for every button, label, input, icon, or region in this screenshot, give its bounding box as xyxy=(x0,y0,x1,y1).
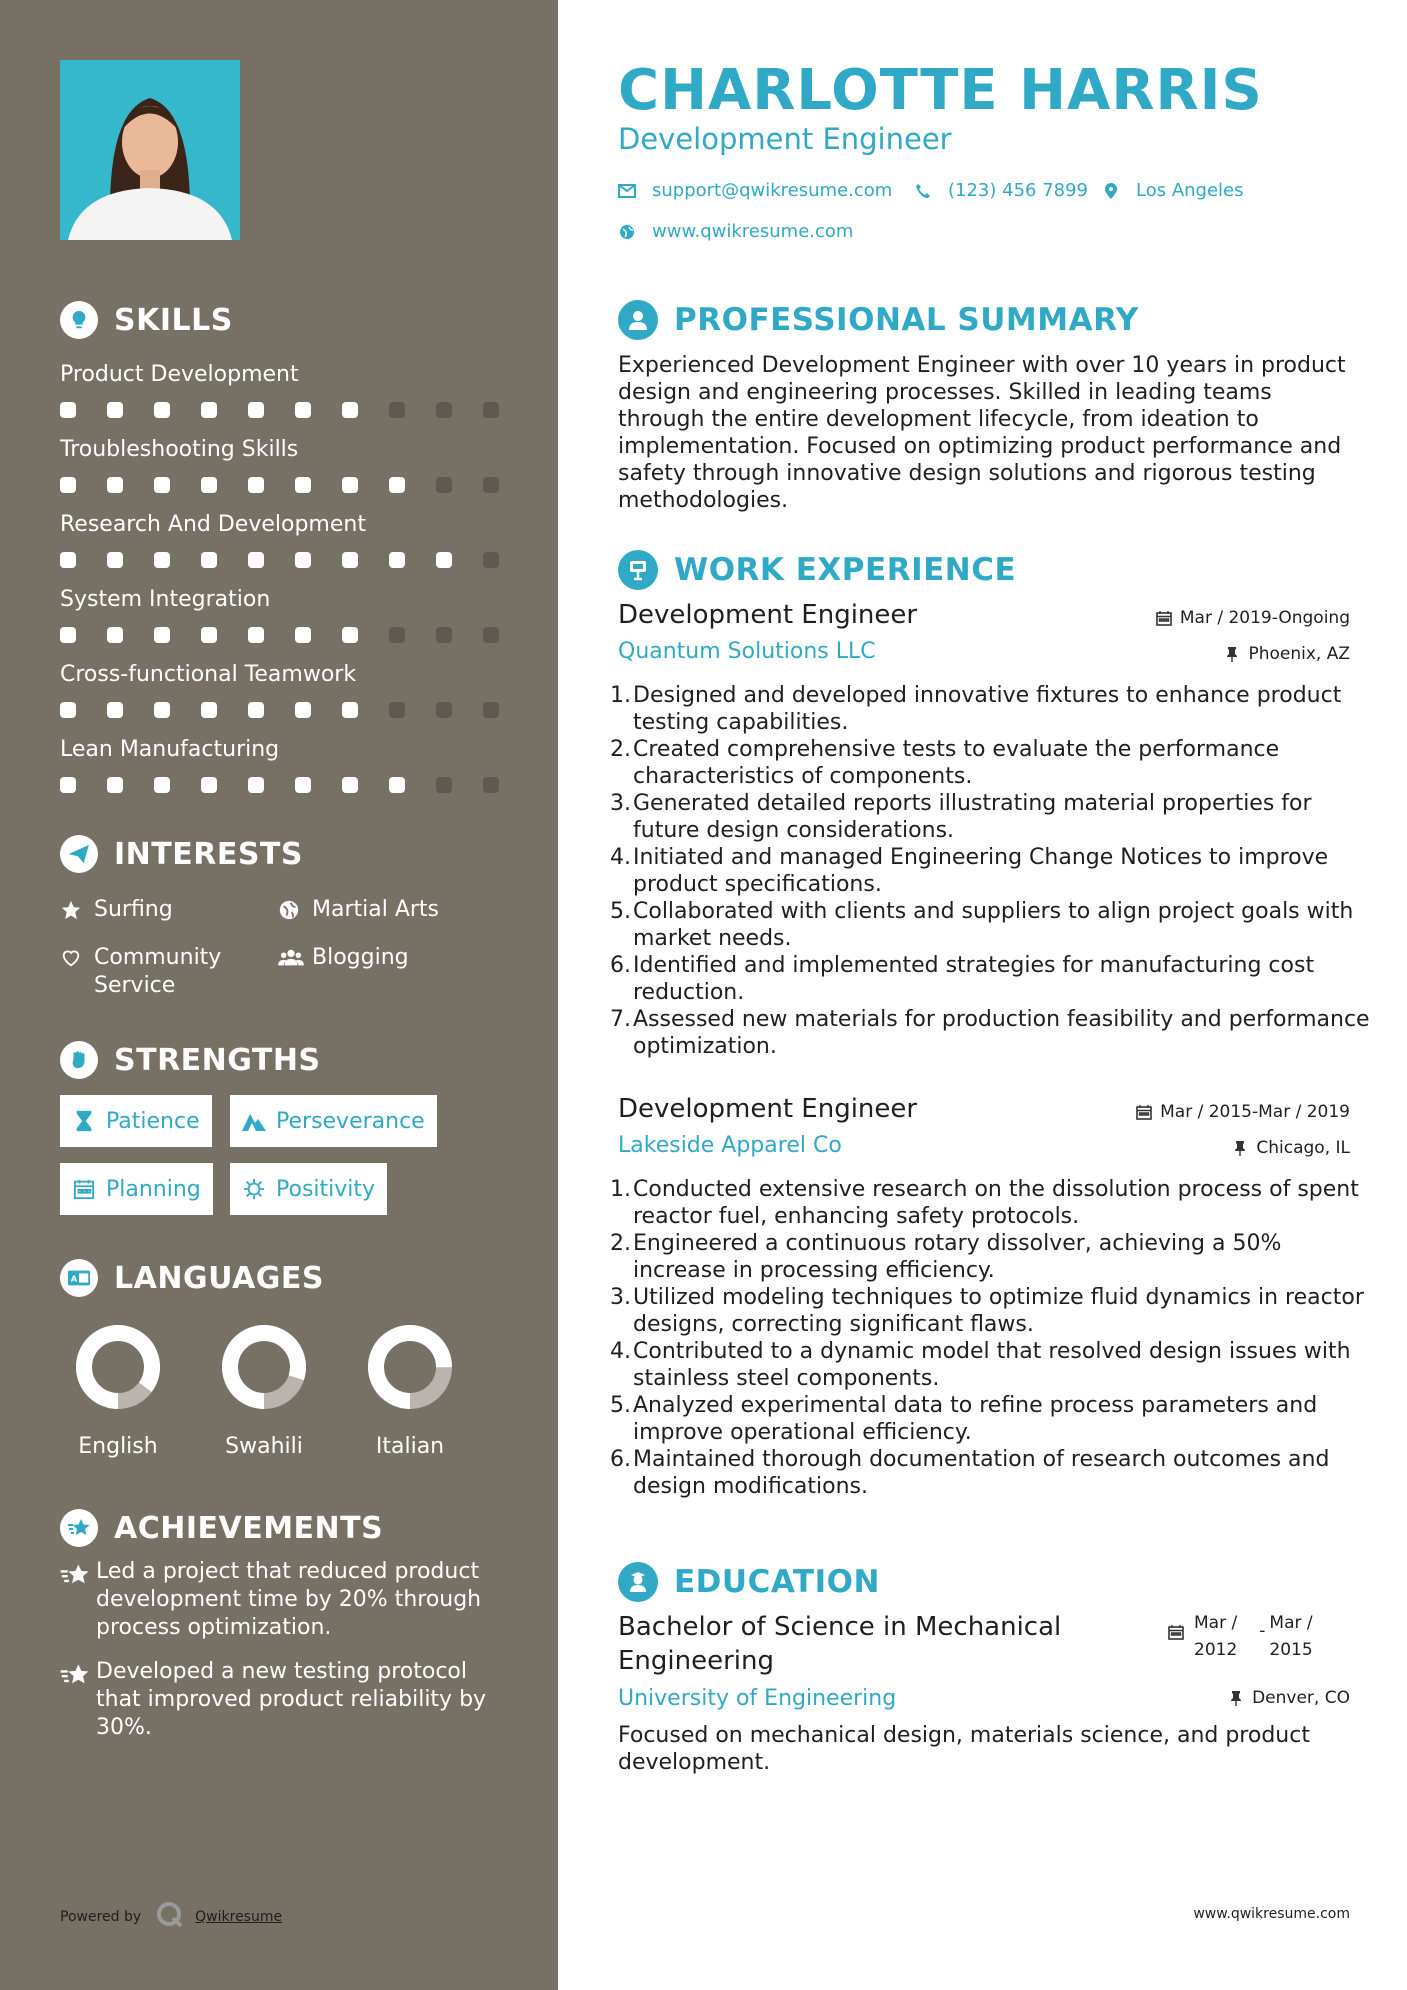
job-company: Quantum Solutions LLC xyxy=(618,639,876,664)
strength-badge xyxy=(60,1163,213,1215)
skill-dot-filled xyxy=(60,627,76,643)
skill-dot-filled xyxy=(154,702,170,718)
job-dates-text: Mar / 2019-Ongoing xyxy=(1179,608,1350,628)
skill-item xyxy=(60,585,500,647)
experience-title: WORK EXPERIENCE xyxy=(674,552,1017,588)
skill-dot-filled xyxy=(342,552,358,568)
education-dates xyxy=(1168,1610,1313,1664)
star-badge-icon xyxy=(60,1658,96,1742)
hourglass-icon xyxy=(72,1109,96,1133)
skill-dot-filled xyxy=(295,702,311,718)
skill-label: Cross-functional Teamwork xyxy=(60,662,357,687)
interest-label: Community Service xyxy=(94,945,222,998)
skill-dot-filled xyxy=(295,402,311,418)
qwikresume-logo-icon xyxy=(155,1900,185,1934)
skill-dot-empty xyxy=(483,402,499,418)
skill-level-dots xyxy=(60,777,500,797)
strength-badge xyxy=(230,1095,437,1147)
job-location-text: Chicago, IL xyxy=(1256,1138,1350,1158)
calendar-icon xyxy=(1136,1104,1152,1120)
bullet-number: 1. xyxy=(610,1177,631,1202)
bullet-text: Collaborated with clients and suppliers to align project goals with market needs. xyxy=(633,899,1354,951)
mountain-icon xyxy=(242,1109,266,1133)
languages-heading xyxy=(60,1258,500,1298)
bullet-text: Contributed to a dynamic model that resolved design issues with stainless steel components. xyxy=(633,1339,1351,1391)
education-start-year: 2012 xyxy=(1194,1640,1238,1660)
skill-dot-filled xyxy=(201,477,217,493)
skill-label: Research And Development xyxy=(60,512,366,537)
skill-dot-filled xyxy=(248,702,264,718)
lightbulb-icon xyxy=(60,301,98,339)
contact-phone[interactable] xyxy=(914,180,1088,201)
skill-dot-filled xyxy=(107,552,123,568)
bullet-text: Analyzed experimental data to refine process parameters and improve operational efficiency. xyxy=(633,1393,1318,1445)
bullet-number: 6. xyxy=(610,953,631,978)
skill-dot-empty xyxy=(436,477,452,493)
skill-level-dots xyxy=(60,552,500,572)
interest-label: Surfing xyxy=(94,897,173,922)
strengths-title: STRENGTHS xyxy=(114,1042,321,1078)
person-photo-icon xyxy=(60,60,240,240)
education-end-year: 2015 xyxy=(1269,1640,1313,1660)
job-bullet xyxy=(610,1230,1370,1284)
skill-level-dots xyxy=(60,702,500,722)
job-bullet xyxy=(610,1176,1370,1230)
interest-item xyxy=(278,944,409,972)
bullet-text: Initiated and managed Engineering Change Notices to improve product specifications. xyxy=(633,845,1329,897)
bullet-text: Generated detailed reports illustrating material properties for future design considerations. xyxy=(633,791,1312,843)
education-title: EDUCATION xyxy=(674,1564,880,1600)
skill-item xyxy=(60,435,500,497)
job-location-text: Phoenix, AZ xyxy=(1248,644,1350,664)
education-end-month: Mar / xyxy=(1269,1613,1313,1633)
skill-level-dots xyxy=(60,477,500,497)
education-start-month: Mar / xyxy=(1194,1613,1238,1633)
skill-dot-empty xyxy=(436,402,452,418)
skill-dot-filled xyxy=(342,402,358,418)
bullet-number: 6. xyxy=(610,1447,631,1472)
skill-dot-filled xyxy=(295,627,311,643)
skill-item xyxy=(60,735,500,797)
education-heading xyxy=(618,1562,880,1602)
skill-dot-empty xyxy=(483,477,499,493)
job-bullet xyxy=(610,1338,1370,1392)
language-item xyxy=(350,1324,470,1459)
interest-label: Martial Arts xyxy=(312,897,440,922)
heart-outline-icon xyxy=(60,944,86,972)
skill-dot-empty xyxy=(389,702,405,718)
skill-dot-empty xyxy=(389,627,405,643)
job-bullet xyxy=(610,898,1370,952)
education-location-text: Denver, CO xyxy=(1252,1688,1350,1708)
contact-website[interactable] xyxy=(618,221,853,242)
language-item xyxy=(58,1324,178,1459)
skill-dot-empty xyxy=(436,777,452,793)
bullet-number: 2. xyxy=(610,737,631,762)
job-location xyxy=(1232,1138,1350,1158)
bullet-number: 3. xyxy=(610,791,631,816)
skill-item xyxy=(60,510,500,572)
star-badge-icon xyxy=(60,1509,98,1547)
experience-heading xyxy=(618,550,1016,590)
skill-dot-filled xyxy=(60,702,76,718)
bullet-text: Identified and implemented strategies for manufacturing cost reduction. xyxy=(633,953,1315,1005)
skill-dot-filled xyxy=(436,552,452,568)
skill-dot-empty xyxy=(483,777,499,793)
skill-dot-empty xyxy=(389,402,405,418)
languages-title: LANGUAGES xyxy=(114,1260,324,1296)
skill-dot-filled xyxy=(295,552,311,568)
location-text: Los Angeles xyxy=(1136,180,1244,201)
candidate-role: Development Engineer xyxy=(618,122,952,156)
job-bullet xyxy=(610,1446,1370,1500)
bullet-number: 4. xyxy=(610,845,631,870)
job-company: Lakeside Apparel Co xyxy=(618,1133,842,1158)
summary-text: Experienced Development Engineer with over 10 years in product design and engineering processes. Skilled in leading teams through the entire development lifecycle, from ideation to implementation. Focused on optimizing product performance and safety through innovative design solutions and rigorous testing methodologies. xyxy=(618,353,1346,513)
skill-dot-empty xyxy=(483,627,499,643)
interest-label: Blogging xyxy=(312,945,409,970)
language-label: Italian xyxy=(375,1434,445,1459)
job-bullet xyxy=(610,1392,1370,1446)
skill-dot-filled xyxy=(60,402,76,418)
bullet-number: 7. xyxy=(610,1007,631,1032)
website-text: www.qwikresume.com xyxy=(652,221,854,242)
skill-dot-filled xyxy=(201,402,217,418)
calendar-icon xyxy=(1156,610,1172,626)
map-pin-icon xyxy=(1102,182,1120,200)
skill-dot-filled xyxy=(248,552,264,568)
job-dates xyxy=(1136,1102,1350,1122)
skill-dot-empty xyxy=(436,702,452,718)
job-bullet xyxy=(610,1006,1370,1060)
users-icon xyxy=(278,944,304,972)
skill-dot-filled xyxy=(248,777,264,793)
contact-location xyxy=(1102,180,1244,201)
education-end xyxy=(1269,1610,1312,1664)
skill-dot-filled xyxy=(295,777,311,793)
bullet-text: Utilized modeling techniques to optimize fluid dynamics in reactor designs, correcting significant flaws. xyxy=(633,1285,1364,1337)
strength-badge xyxy=(230,1163,387,1215)
bullet-number: 2. xyxy=(610,1231,631,1256)
email-text: support@qwikresume.com xyxy=(652,180,893,201)
skills-heading xyxy=(60,300,500,340)
skill-dot-filled xyxy=(154,552,170,568)
bullet-text: Maintained thorough documentation of research outcomes and design modifications. xyxy=(633,1447,1330,1499)
skill-dot-filled xyxy=(342,477,358,493)
strength-badge xyxy=(60,1095,212,1147)
job-bullet xyxy=(610,790,1370,844)
skill-item xyxy=(60,360,500,422)
language-label: English xyxy=(78,1434,158,1459)
job-bullet xyxy=(610,736,1370,790)
job-title: Development Engineer xyxy=(618,1094,918,1124)
briefcase-icon xyxy=(618,550,658,590)
job-dates xyxy=(1156,608,1350,628)
bullet-number: 5. xyxy=(610,1393,631,1418)
qwikresume-link[interactable]: Qwikresume xyxy=(195,1909,283,1925)
main-content xyxy=(558,0,1407,1990)
skill-dot-filled xyxy=(107,627,123,643)
envelope-icon xyxy=(618,182,636,200)
job-bullet xyxy=(610,952,1370,1006)
skill-dot-filled xyxy=(154,777,170,793)
skill-item xyxy=(60,660,500,722)
globe-icon xyxy=(278,896,304,924)
achievements-title: ACHIEVEMENTS xyxy=(114,1510,384,1546)
education-school: University of Engineering xyxy=(618,1686,897,1711)
bullet-text: Designed and developed innovative fixtures to enhance product testing capabilities. xyxy=(633,683,1342,735)
skill-dot-filled xyxy=(389,777,405,793)
language-icon xyxy=(60,1259,98,1297)
strength-label: Perseverance xyxy=(276,1108,425,1134)
achievement-item xyxy=(60,1658,500,1742)
skill-dot-filled xyxy=(248,627,264,643)
pushpin-icon xyxy=(1232,1140,1248,1156)
skill-label: Lean Manufacturing xyxy=(60,737,280,762)
graduation-cap-icon xyxy=(618,1562,658,1602)
skill-dot-filled xyxy=(201,777,217,793)
pushpin-icon xyxy=(1228,1690,1244,1706)
phone-icon xyxy=(914,182,932,200)
skill-dot-filled xyxy=(248,402,264,418)
skill-dot-filled xyxy=(60,777,76,793)
star-icon xyxy=(60,896,86,924)
skill-dot-filled xyxy=(154,477,170,493)
contact-email[interactable] xyxy=(618,180,892,201)
education-description: Focused on mechanical design, materials science, and product development. xyxy=(618,1723,1310,1775)
skill-dot-filled xyxy=(201,552,217,568)
job-bullet xyxy=(610,1284,1370,1338)
skill-dot-filled xyxy=(201,702,217,718)
bullet-number: 3. xyxy=(610,1285,631,1310)
skill-dot-filled xyxy=(342,702,358,718)
skill-dot-filled xyxy=(389,552,405,568)
strengths-heading xyxy=(60,1040,500,1080)
interests-title: INTERESTS xyxy=(114,836,303,872)
skill-dot-filled xyxy=(60,477,76,493)
language-level-ring xyxy=(221,1324,307,1410)
calendar-icon xyxy=(1168,1610,1186,1664)
skill-dot-empty xyxy=(436,627,452,643)
candidate-name: CHARLOTTE HARRIS xyxy=(618,58,1263,123)
summary-heading xyxy=(618,300,1139,340)
bullet-text: Created comprehensive tests to evaluate the performance characteristics of components. xyxy=(633,737,1280,789)
footer-url[interactable]: www.qwikresume.com xyxy=(1193,1906,1350,1922)
bullet-text: Assessed new materials for production feasibility and performance optimization. xyxy=(633,1007,1370,1059)
education-degree: Bachelor of Science in Mechanical Engineering xyxy=(618,1612,1062,1676)
job-bullet xyxy=(610,844,1370,898)
job-location xyxy=(1224,644,1350,664)
bullet-number: 1. xyxy=(610,683,631,708)
skill-dot-filled xyxy=(107,777,123,793)
paper-plane-icon xyxy=(60,835,98,873)
job-bullet xyxy=(610,682,1370,736)
powered-by xyxy=(60,1900,282,1934)
strengths-section xyxy=(60,1040,500,1220)
globe-icon xyxy=(618,223,636,241)
interest-item xyxy=(60,896,173,924)
fist-icon xyxy=(60,1041,98,1079)
achievements-section xyxy=(60,1508,500,1768)
powered-by-label: Powered by xyxy=(60,1909,142,1925)
achievement-text: Developed a new testing protocol that improved product reliability by 30%. xyxy=(96,1659,487,1740)
summary-title: PROFESSIONAL SUMMARY xyxy=(674,302,1139,338)
sun-icon xyxy=(242,1177,266,1201)
bullet-number: 5. xyxy=(610,899,631,924)
interest-item xyxy=(60,944,260,1000)
language-item xyxy=(204,1324,324,1459)
skill-dot-filled xyxy=(342,777,358,793)
interests-heading xyxy=(60,834,500,874)
education-start xyxy=(1194,1610,1237,1664)
job-dates-text: Mar / 2015-Mar / 2019 xyxy=(1160,1102,1350,1122)
bullet-number: 4. xyxy=(610,1339,631,1364)
skill-dot-filled xyxy=(389,477,405,493)
skill-level-dots xyxy=(60,627,500,647)
achievement-item xyxy=(60,1558,500,1642)
skill-dot-empty xyxy=(483,702,499,718)
interests-section xyxy=(60,834,500,1004)
achievement-text: Led a project that reduced product development time by 20% through process optimization. xyxy=(96,1559,482,1640)
language-label: Swahili xyxy=(225,1434,303,1459)
language-level-ring xyxy=(75,1324,161,1410)
skill-dot-filled xyxy=(248,477,264,493)
education-location xyxy=(1228,1688,1350,1708)
star-badge-icon xyxy=(60,1558,96,1642)
job-bullets xyxy=(610,1176,1370,1500)
achievements-heading xyxy=(60,1508,500,1548)
skill-label: Troubleshooting Skills xyxy=(60,437,299,462)
languages-section xyxy=(60,1258,500,1468)
strength-label: Patience xyxy=(106,1108,200,1134)
skill-dot-filled xyxy=(154,627,170,643)
skills-section xyxy=(60,300,500,762)
skill-dot-filled xyxy=(107,702,123,718)
skill-dot-filled xyxy=(60,552,76,568)
bullet-text: Engineered a continuous rotary dissolver, achieving a 50% increase in processing efficiency. xyxy=(633,1231,1282,1283)
skill-dot-filled xyxy=(154,402,170,418)
profile-photo xyxy=(60,60,240,240)
skill-dot-filled xyxy=(295,477,311,493)
skills-title: SKILLS xyxy=(114,302,233,338)
bullet-text: Conducted extensive research on the dissolution process of spent reactor fuel, enhancing safety protocols. xyxy=(633,1177,1359,1229)
interest-item xyxy=(278,896,439,924)
language-level-ring xyxy=(367,1324,453,1410)
date-separator: - xyxy=(1259,1621,1266,1641)
job-title: Development Engineer xyxy=(618,600,918,630)
phone-text: (123) 456 7899 xyxy=(948,180,1089,201)
calendar-icon xyxy=(72,1177,96,1201)
pushpin-icon xyxy=(1224,646,1240,662)
strength-label: Planning xyxy=(106,1176,201,1202)
skill-label: System Integration xyxy=(60,587,271,612)
strength-label: Positivity xyxy=(276,1176,376,1202)
skill-dot-filled xyxy=(107,477,123,493)
skill-level-dots xyxy=(60,402,500,422)
user-icon xyxy=(618,300,658,340)
skill-dot-filled xyxy=(342,627,358,643)
skill-dot-filled xyxy=(107,402,123,418)
skill-label: Product Development xyxy=(60,362,299,387)
svg-text:A: A xyxy=(70,1273,78,1284)
sidebar xyxy=(0,0,558,1990)
skill-dot-filled xyxy=(201,627,217,643)
job-bullets xyxy=(610,682,1370,1060)
skill-dot-empty xyxy=(483,552,499,568)
